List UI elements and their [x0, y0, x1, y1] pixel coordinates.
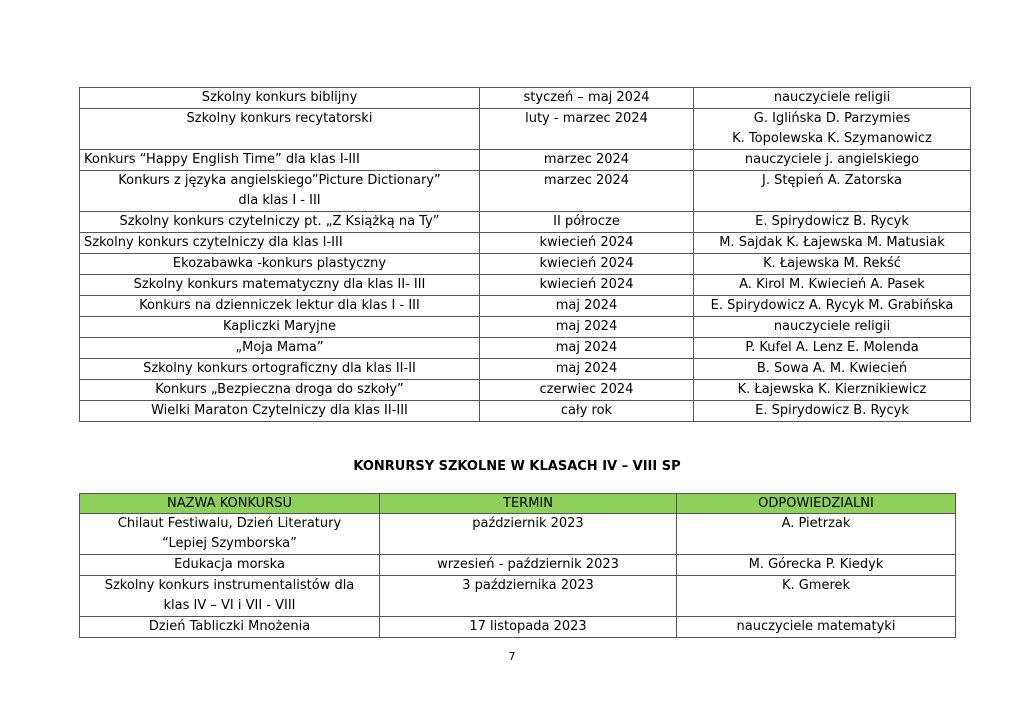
table-row [80, 401, 971, 422]
contest-name-cell-text: „Moja Mama” [235, 340, 324, 355]
contest-name-cell-text-line2: klas IV – VI i VII - VIII [163, 598, 296, 613]
term-cell-text: maj 2024 [555, 319, 618, 334]
responsible-cell-text: M. Górecka P. Kiedyk [748, 557, 884, 572]
responsible-cell-text: J. Stępień A. Zatorska [762, 173, 902, 188]
term-cell-text: kwiecień 2024 [539, 256, 634, 271]
term-cell-text: luty - marzec 2024 [525, 111, 648, 126]
term-cell [480, 380, 694, 401]
table-row [80, 212, 971, 233]
table-row [80, 88, 971, 109]
section-heading: KONRURSY SZKOLNE W KLASACH IV – VIII SP [353, 459, 681, 474]
term-cell [480, 317, 694, 338]
table-row [80, 359, 971, 380]
responsible-cell [677, 555, 956, 576]
contest-name-cell [80, 254, 480, 275]
contest-name-cell [80, 275, 480, 296]
contest-name-cell [80, 88, 480, 109]
table-row [80, 150, 971, 171]
contest-name-cell-text: Szkolny konkurs recytatorski [186, 111, 373, 126]
term-cell-text: maj 2024 [555, 340, 618, 355]
term-cell [380, 514, 677, 555]
responsible-cell-text: A. Kirol M. Kwiecień A. Pasek [739, 277, 925, 292]
term-cell [480, 109, 694, 150]
contest-name-cell-text: Dzień Tabliczki Mnożenia [148, 619, 311, 634]
responsible-cell-text: A. Pietrzak [781, 516, 851, 531]
contest-name-cell [80, 359, 480, 380]
responsible-cell [694, 150, 971, 171]
contest-name-cell [80, 171, 480, 212]
responsible-cell-text: nauczyciele matematyki [736, 619, 896, 634]
term-cell-text: marzec 2024 [543, 152, 630, 167]
term-cell-text: 3 października 2023 [462, 578, 594, 593]
contest-name-cell-text: Konkurs „Bezpieczna droga do szkoły” [155, 382, 404, 397]
responsible-cell-text: nauczyciele religii [773, 319, 891, 334]
responsible-cell-text: nauczyciele j. angielskiego [744, 152, 920, 167]
responsible-cell-text: nauczyciele religii [773, 90, 891, 105]
contest-name-cell-text: Chilaut Festiwalu, Dzień Literatury [117, 516, 342, 531]
table-row [80, 317, 971, 338]
term-cell-text: maj 2024 [555, 361, 618, 376]
column-header-term: TERMIN [380, 494, 677, 514]
responsible-cell [694, 254, 971, 275]
contest-name-cell-text: Szkolny konkurs instrumentalistów dla [104, 578, 355, 593]
responsible-cell-text: E. Spirydowicz B. Rycyk [755, 214, 909, 229]
contest-name-cell-text: Wielki Maraton Czytelniczy dla klas II-III [151, 403, 408, 418]
responsible-cell [694, 212, 971, 233]
term-cell [480, 275, 694, 296]
table-row [80, 254, 971, 275]
term-cell-text: marzec 2024 [543, 173, 630, 188]
responsible-cell [677, 617, 956, 638]
contests-table-4-8 [79, 493, 956, 638]
responsible-cell-text: P. Kufel A. Lenz E. Molenda [745, 340, 919, 355]
table-row [80, 576, 956, 617]
responsible-cell-text: K. Łajewska K. Kierznikiewicz [737, 382, 927, 397]
table-row [80, 233, 971, 254]
table-row [80, 380, 971, 401]
term-cell-text: wrzesień - październik 2023 [437, 557, 619, 572]
contest-name-cell [80, 576, 380, 617]
table-row [80, 617, 956, 638]
responsible-cell [677, 576, 956, 617]
contest-name-cell-text: Szkolny konkurs matematyczny dla klas II- III [133, 277, 426, 292]
responsible-cell [694, 275, 971, 296]
term-cell-text: styczeń – maj 2024 [523, 90, 650, 105]
responsible-cell [694, 317, 971, 338]
contest-name-cell-text: Konkurs na dzienniczek lektur dla klas I - III [139, 298, 420, 313]
contest-name-cell [80, 109, 480, 150]
contest-name-cell [80, 514, 380, 555]
contests-table-1-3 [79, 87, 971, 422]
term-cell [480, 254, 694, 275]
contest-name-cell [80, 617, 380, 638]
table-row [80, 171, 971, 212]
contest-name-cell [80, 401, 480, 422]
term-cell [480, 212, 694, 233]
responsible-cell [694, 109, 971, 150]
table-row [80, 555, 956, 576]
contest-name-cell [80, 380, 480, 401]
contest-name-cell-text: Konkurs “Happy English Time” dla klas I-III [84, 152, 360, 167]
responsible-cell [694, 338, 971, 359]
contest-name-cell-text-line2: “Lepiej Szymborska” [162, 536, 297, 551]
term-cell-text: maj 2024 [555, 298, 618, 313]
term-cell-text: II półrocze [553, 214, 620, 229]
term-cell [480, 338, 694, 359]
column-header-responsible: ODPOWIEDZIALNI [677, 494, 956, 514]
responsible-cell [694, 88, 971, 109]
contest-name-cell-text: Szkolny konkurs biblijny [201, 90, 358, 105]
term-cell-text: 17 listopada 2023 [469, 619, 587, 634]
responsible-cell [694, 296, 971, 317]
contest-name-cell-text: Ekozabawka -konkurs plastyczny [172, 256, 387, 271]
contest-name-cell-text: Szkolny konkurs ortograficzny dla klas II-II [143, 361, 416, 376]
term-cell-text: kwiecień 2024 [539, 235, 634, 250]
contest-name-cell [80, 150, 480, 171]
term-cell [480, 359, 694, 380]
contest-name-cell [80, 233, 480, 254]
term-cell-text: październik 2023 [472, 516, 584, 531]
table-row [80, 338, 971, 359]
responsible-cell-text: E. Spirydowicz A. Rycyk M. Grabińska [710, 298, 954, 313]
term-cell [480, 88, 694, 109]
responsible-cell [694, 233, 971, 254]
contest-name-cell-text: Kapliczki Maryjne [222, 319, 337, 334]
responsible-cell [694, 359, 971, 380]
contest-name-cell-text: Szkolny konkurs czytelniczy dla klas I-III [84, 235, 343, 250]
page-number: 7 [508, 650, 516, 663]
table-row [80, 296, 971, 317]
responsible-cell [694, 380, 971, 401]
term-cell [380, 617, 677, 638]
contest-name-cell-text: Szkolny konkurs czytelniczy pt. „Z Książką na Ty” [119, 214, 440, 229]
contest-name-cell [80, 212, 480, 233]
contest-name-cell-text-line2: dla klas I - III [238, 193, 321, 208]
term-cell [480, 150, 694, 171]
term-cell [480, 401, 694, 422]
responsible-cell-text: K. Gmerek [781, 578, 851, 593]
term-cell-text: czerwiec 2024 [539, 382, 634, 397]
term-cell [480, 233, 694, 254]
table-row [80, 275, 971, 296]
contest-name-cell [80, 296, 480, 317]
responsible-cell-text-line2: K. Topolewska K. Szymanowicz [732, 131, 932, 146]
term-cell-text: kwiecień 2024 [539, 277, 634, 292]
table-row [80, 109, 971, 150]
responsible-cell-text: M. Sajdak K. Łajewska M. Matusiak [719, 235, 945, 250]
term-cell [380, 555, 677, 576]
contest-name-cell [80, 317, 480, 338]
table-header-row [80, 494, 956, 514]
responsible-cell [694, 171, 971, 212]
contest-name-cell-text: Konkurs z języka angielskiego”Picture Dictionary” [118, 173, 441, 188]
responsible-cell-text: E. Spirydowicz B. Rycyk [755, 403, 909, 418]
responsible-cell [694, 401, 971, 422]
responsible-cell [677, 514, 956, 555]
term-cell [480, 296, 694, 317]
responsible-cell-text: G. Iglińska D. Parzymies [753, 111, 911, 126]
column-header-name: NAZWA KONKURSU [80, 494, 380, 514]
table-row [80, 514, 956, 555]
term-cell [480, 171, 694, 212]
responsible-cell-text: B. Sowa A. M. Kwiecień [756, 361, 908, 376]
contest-name-cell [80, 338, 480, 359]
contest-name-cell-text: Edukacja morska [174, 557, 285, 572]
term-cell-text: cały rok [560, 403, 613, 418]
term-cell [380, 576, 677, 617]
contest-name-cell [80, 555, 380, 576]
responsible-cell-text: K. Łajewska M. Rekść [763, 256, 901, 271]
